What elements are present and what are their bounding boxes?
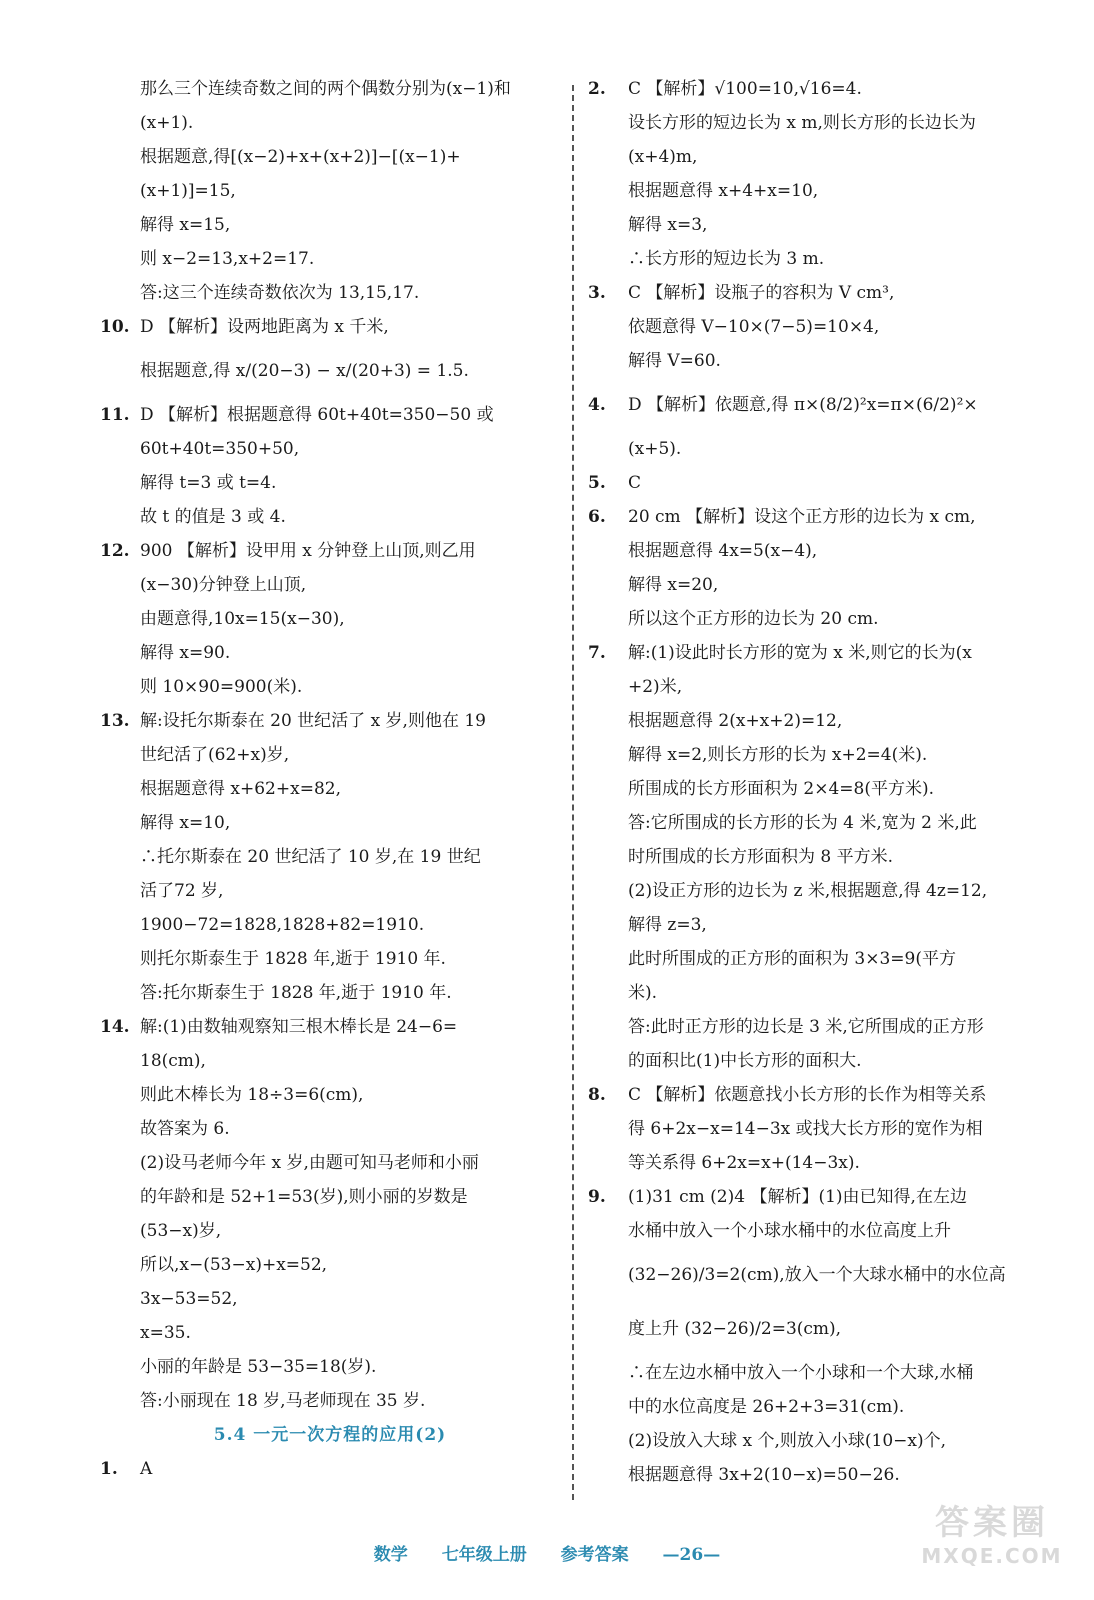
answer-line bbox=[100, 1010, 560, 1044]
answer-text: D 【解析】根据题意得 60t+40t=350−50 或 bbox=[140, 405, 494, 425]
answer-text: 则此木棒长为 18÷3=6(cm), bbox=[140, 1085, 364, 1105]
answer-text: ∴长方形的短边长为 3 m. bbox=[628, 249, 825, 269]
answer-text: (x+1)]=15, bbox=[140, 181, 236, 201]
question-number: 8. bbox=[588, 1085, 606, 1105]
question-number: 7. bbox=[588, 643, 606, 663]
answer-line bbox=[588, 1458, 1048, 1492]
column-divider bbox=[572, 85, 574, 1500]
answer-line bbox=[588, 1248, 1048, 1302]
answer-text: 答:它所围成的长方形的长为 4 米,宽为 2 米,此 bbox=[628, 813, 977, 833]
question-number: 1. bbox=[100, 1459, 118, 1479]
answer-text: 设长方形的短边长为 x m,则长方形的长边长为 bbox=[628, 113, 976, 133]
answer-text: 解得 x=20, bbox=[628, 575, 719, 595]
answer-line bbox=[100, 1180, 560, 1214]
answer-line bbox=[100, 276, 560, 310]
answer-text: 水桶中放入一个小球水桶中的水位高度上升 bbox=[628, 1221, 951, 1241]
question-number: 4. bbox=[588, 395, 606, 415]
answer-line bbox=[100, 1044, 560, 1078]
answer-text: 解得 x=2,则长方形的长为 x+2=4(米). bbox=[628, 745, 928, 765]
answer-line bbox=[100, 738, 560, 772]
answer-text: 18(cm), bbox=[140, 1051, 206, 1071]
answer-text: 解得 t=3 或 t=4. bbox=[140, 473, 277, 493]
answer-text: 根据题意得 2(x+x+2)=12, bbox=[628, 711, 843, 731]
answer-text: 的年龄和是 52+1=53(岁),则小丽的岁数是 bbox=[140, 1187, 468, 1207]
question-number: 11. bbox=[100, 405, 130, 425]
answer-text: 900 【解析】设甲用 x 分钟登上山顶,则乙用 bbox=[140, 541, 476, 561]
answer-text: ∴在左边水桶中放入一个小球和一个大球,水桶 bbox=[628, 1363, 974, 1383]
answer-line bbox=[588, 432, 1048, 466]
answer-text: 解得 x=3, bbox=[628, 215, 708, 235]
answer-line bbox=[588, 174, 1048, 208]
answer-line bbox=[100, 1282, 560, 1316]
answer-text: 度上升 (32−26)/2=3(cm), bbox=[628, 1319, 842, 1339]
answer-text: 时所围成的长方形面积为 8 平方米. bbox=[628, 847, 894, 867]
answer-text: (1)31 cm (2)4 【解析】(1)由已知得,在左边 bbox=[628, 1187, 967, 1207]
answer-text: 的面积比(1)中长方形的面积大. bbox=[628, 1051, 862, 1071]
answer-text: 世纪活了(62+x)岁, bbox=[140, 745, 290, 765]
answer-text: 米). bbox=[628, 983, 658, 1003]
answer-line bbox=[588, 738, 1048, 772]
answer-text: 得 6+2x−x=14−3x 或找大长方形的宽作为相 bbox=[628, 1119, 983, 1139]
answer-line bbox=[100, 704, 560, 738]
answer-text: 所围成的长方形面积为 2×4=8(平方米). bbox=[628, 779, 935, 799]
answer-line bbox=[588, 1010, 1048, 1044]
answer-line bbox=[100, 1316, 560, 1350]
footer-grade: 七年级上册 bbox=[441, 1545, 527, 1565]
answer-line bbox=[588, 310, 1048, 344]
answer-line bbox=[588, 276, 1048, 310]
answer-text: 根据题意,得[(x−2)+x+(x+2)]−[(x−1)+ bbox=[140, 147, 461, 167]
answer-text: C 【解析】依题意找小长方形的长作为相等关系 bbox=[628, 1085, 987, 1105]
answer-text: 根据题意得 x+4+x=10, bbox=[628, 181, 819, 201]
answer-text: 解:(1)设此时长方形的宽为 x 米,则它的长为(x bbox=[628, 643, 972, 663]
answer-line bbox=[100, 568, 560, 602]
answer-text: 依题意得 V−10×(7−5)=10×4, bbox=[628, 317, 880, 337]
answer-text: 故 t 的值是 3 或 4. bbox=[140, 507, 286, 527]
answer-text: 60t+40t=350+50, bbox=[140, 439, 300, 459]
answer-line bbox=[588, 670, 1048, 704]
question-number: 13. bbox=[100, 711, 130, 731]
question-number: 6. bbox=[588, 507, 606, 527]
answer-text: 答:托尔斯泰生于 1828 年,逝于 1910 年. bbox=[140, 983, 452, 1003]
answer-text: 解得 x=90. bbox=[140, 643, 231, 663]
answer-line bbox=[588, 908, 1048, 942]
answer-text: C bbox=[628, 473, 642, 493]
footer-page-number: —26— bbox=[662, 1545, 721, 1565]
answer-text: 解:设托尔斯泰在 20 世纪活了 x 岁,则他在 19 bbox=[140, 711, 487, 731]
answer-line bbox=[588, 534, 1048, 568]
answer-line bbox=[100, 106, 560, 140]
answer-text: 解得 x=15, bbox=[140, 215, 231, 235]
answer-text: (2)设放入大球 x 个,则放入小球(10−x)个, bbox=[628, 1431, 947, 1451]
answer-text: D 【解析】依题意,得 π×(8/2)²x=π×(6/2)²× bbox=[628, 395, 978, 415]
answer-text: (x−30)分钟登上山顶, bbox=[140, 575, 307, 595]
answer-line bbox=[588, 1180, 1048, 1214]
answer-text: 则 10×90=900(米). bbox=[140, 677, 303, 697]
answer-text: 解:(1)由数轴观察知三根木棒长是 24−6= bbox=[140, 1017, 458, 1037]
answer-text: 根据题意,得 x/(20−3) − x/(20+3) = 1.5. bbox=[140, 361, 469, 381]
answer-line bbox=[100, 1384, 560, 1418]
answer-text: 根据题意得 3x+2(10−x)=50−26. bbox=[628, 1465, 900, 1485]
answer-line bbox=[588, 1078, 1048, 1112]
answer-text: 解得 z=3, bbox=[628, 915, 707, 935]
answer-line bbox=[588, 602, 1048, 636]
answer-text: 答:小丽现在 18 岁,马老师现在 35 岁. bbox=[140, 1391, 426, 1411]
question-number: 10. bbox=[100, 317, 130, 337]
question-number: 9. bbox=[588, 1187, 606, 1207]
answer-line bbox=[588, 704, 1048, 738]
answer-text: 解得 x=10, bbox=[140, 813, 231, 833]
answer-line bbox=[588, 1302, 1048, 1356]
answer-text: 此时所围成的正方形的面积为 3×3=9(平方 bbox=[628, 949, 956, 969]
answer-text: 由题意得,10x=15(x−30), bbox=[140, 609, 345, 629]
answer-line bbox=[588, 208, 1048, 242]
question-number: 12. bbox=[100, 541, 130, 561]
answer-line bbox=[100, 140, 560, 174]
answer-line bbox=[100, 1146, 560, 1180]
answer-text: C 【解析】设瓶子的容积为 V cm³, bbox=[628, 283, 895, 303]
answer-text: (32−26)/3=2(cm),放入一个大球水桶中的水位高 bbox=[628, 1265, 1006, 1285]
answer-line bbox=[100, 840, 560, 874]
answer-line bbox=[588, 1112, 1048, 1146]
answer-line bbox=[100, 874, 560, 908]
answer-text: 故答案为 6. bbox=[140, 1119, 230, 1139]
answer-line bbox=[588, 1214, 1048, 1248]
answer-text: 3x−53=52, bbox=[140, 1289, 238, 1309]
answer-line bbox=[100, 1078, 560, 1112]
answer-line bbox=[588, 840, 1048, 874]
answer-line bbox=[588, 140, 1048, 174]
answer-line bbox=[100, 908, 560, 942]
answer-line bbox=[100, 1112, 560, 1146]
footer-label: 参考答案 bbox=[560, 1545, 629, 1565]
answer-text: (x+5). bbox=[628, 439, 682, 459]
answer-line bbox=[100, 466, 560, 500]
answer-line bbox=[100, 174, 560, 208]
watermark-logo bbox=[912, 1495, 1072, 1585]
question-number: 5. bbox=[588, 473, 606, 493]
answer-text: (x+1). bbox=[140, 113, 194, 133]
watermark-top-text: 答案圈 bbox=[935, 1503, 1049, 1543]
answer-text: ∴托尔斯泰在 20 世纪活了 10 岁,在 19 世纪 bbox=[140, 847, 481, 867]
answer-text: 1900−72=1828,1828+82=1910. bbox=[140, 915, 425, 935]
left-column bbox=[100, 72, 560, 1486]
answer-line bbox=[100, 500, 560, 534]
question-number: 14. bbox=[100, 1017, 130, 1037]
answer-line bbox=[100, 1248, 560, 1282]
answer-line bbox=[588, 466, 1048, 500]
answer-text: 根据题意得 4x=5(x−4), bbox=[628, 541, 818, 561]
question-number: 2. bbox=[588, 79, 606, 99]
answer-line bbox=[100, 772, 560, 806]
answer-line bbox=[100, 1350, 560, 1384]
answer-text: D 【解析】设两地距离为 x 千米, bbox=[140, 317, 389, 337]
answer-line bbox=[588, 942, 1048, 976]
answer-text: C 【解析】√100=10,√16=4. bbox=[628, 79, 862, 99]
answer-text: (x+4)m, bbox=[628, 147, 698, 167]
answer-line bbox=[588, 500, 1048, 534]
answer-text: 5.4 一元一次方程的应用(2) bbox=[213, 1425, 447, 1445]
answer-line bbox=[100, 242, 560, 276]
answer-line bbox=[100, 344, 560, 398]
answer-line bbox=[588, 378, 1048, 432]
answer-line bbox=[588, 344, 1048, 378]
right-column bbox=[588, 72, 1048, 1492]
answer-line bbox=[588, 874, 1048, 908]
answer-line bbox=[100, 670, 560, 704]
answer-line bbox=[100, 1214, 560, 1248]
answer-line bbox=[588, 1146, 1048, 1180]
answer-text: 所以,x−(53−x)+x=52, bbox=[140, 1255, 328, 1275]
answer-line bbox=[588, 106, 1048, 140]
answer-line bbox=[588, 1044, 1048, 1078]
answer-text: 所以这个正方形的边长为 20 cm. bbox=[628, 609, 879, 629]
answer-line bbox=[100, 72, 560, 106]
answer-text: 则托尔斯泰生于 1828 年,逝于 1910 年. bbox=[140, 949, 446, 969]
answer-line bbox=[100, 636, 560, 670]
answer-line bbox=[588, 976, 1048, 1010]
answer-text: (2)设马老师今年 x 岁,由题可知马老师和小丽 bbox=[140, 1153, 479, 1173]
answer-line bbox=[588, 72, 1048, 106]
answer-line bbox=[100, 208, 560, 242]
answer-line bbox=[588, 636, 1048, 670]
answer-line bbox=[100, 942, 560, 976]
answer-text: 答:这三个连续奇数依次为 13,15,17. bbox=[140, 283, 420, 303]
answer-text: A bbox=[140, 1459, 153, 1479]
question-number: 3. bbox=[588, 283, 606, 303]
answer-text: x=35. bbox=[140, 1323, 191, 1343]
answer-text: 则 x−2=13,x+2=17. bbox=[140, 249, 315, 269]
answer-text: (2)设正方形的边长为 z 米,根据题意,得 4z=12, bbox=[628, 881, 988, 901]
answer-line bbox=[588, 1390, 1048, 1424]
answer-text: 根据题意得 x+62+x=82, bbox=[140, 779, 341, 799]
answer-line bbox=[100, 806, 560, 840]
answer-line bbox=[100, 602, 560, 636]
answer-line bbox=[100, 1452, 560, 1486]
answer-line bbox=[588, 242, 1048, 276]
answer-line bbox=[588, 772, 1048, 806]
footer-subject: 数学 bbox=[373, 1545, 408, 1565]
section-heading bbox=[100, 1418, 560, 1452]
answer-line bbox=[588, 806, 1048, 840]
answer-text: 等关系得 6+2x=x+(14−3x). bbox=[628, 1153, 860, 1173]
answer-text: 那么三个连续奇数之间的两个偶数分别为(x−1)和 bbox=[140, 79, 511, 99]
answer-line bbox=[588, 1356, 1048, 1390]
answer-text: 20 cm 【解析】设这个正方形的边长为 x cm, bbox=[628, 507, 976, 527]
answer-line bbox=[100, 976, 560, 1010]
answer-text: 解得 V=60. bbox=[628, 351, 721, 371]
answer-line bbox=[100, 534, 560, 568]
answer-line bbox=[100, 432, 560, 466]
answer-text: 中的水位高度是 26+2+3=31(cm). bbox=[628, 1397, 905, 1417]
answer-line bbox=[100, 398, 560, 432]
watermark-bottom-text: MXQE.COM bbox=[921, 1544, 1063, 1568]
answer-text: 活了72 岁, bbox=[140, 881, 224, 901]
answer-text: 小丽的年龄是 53−35=18(岁). bbox=[140, 1357, 377, 1377]
answer-text: (53−x)岁, bbox=[140, 1221, 222, 1241]
answer-line bbox=[588, 1424, 1048, 1458]
answer-text: +2)米, bbox=[628, 677, 683, 697]
answer-line bbox=[100, 310, 560, 344]
answer-text: 答:此时正方形的边长是 3 米,它所围成的正方形 bbox=[628, 1017, 984, 1037]
answer-line bbox=[588, 568, 1048, 602]
